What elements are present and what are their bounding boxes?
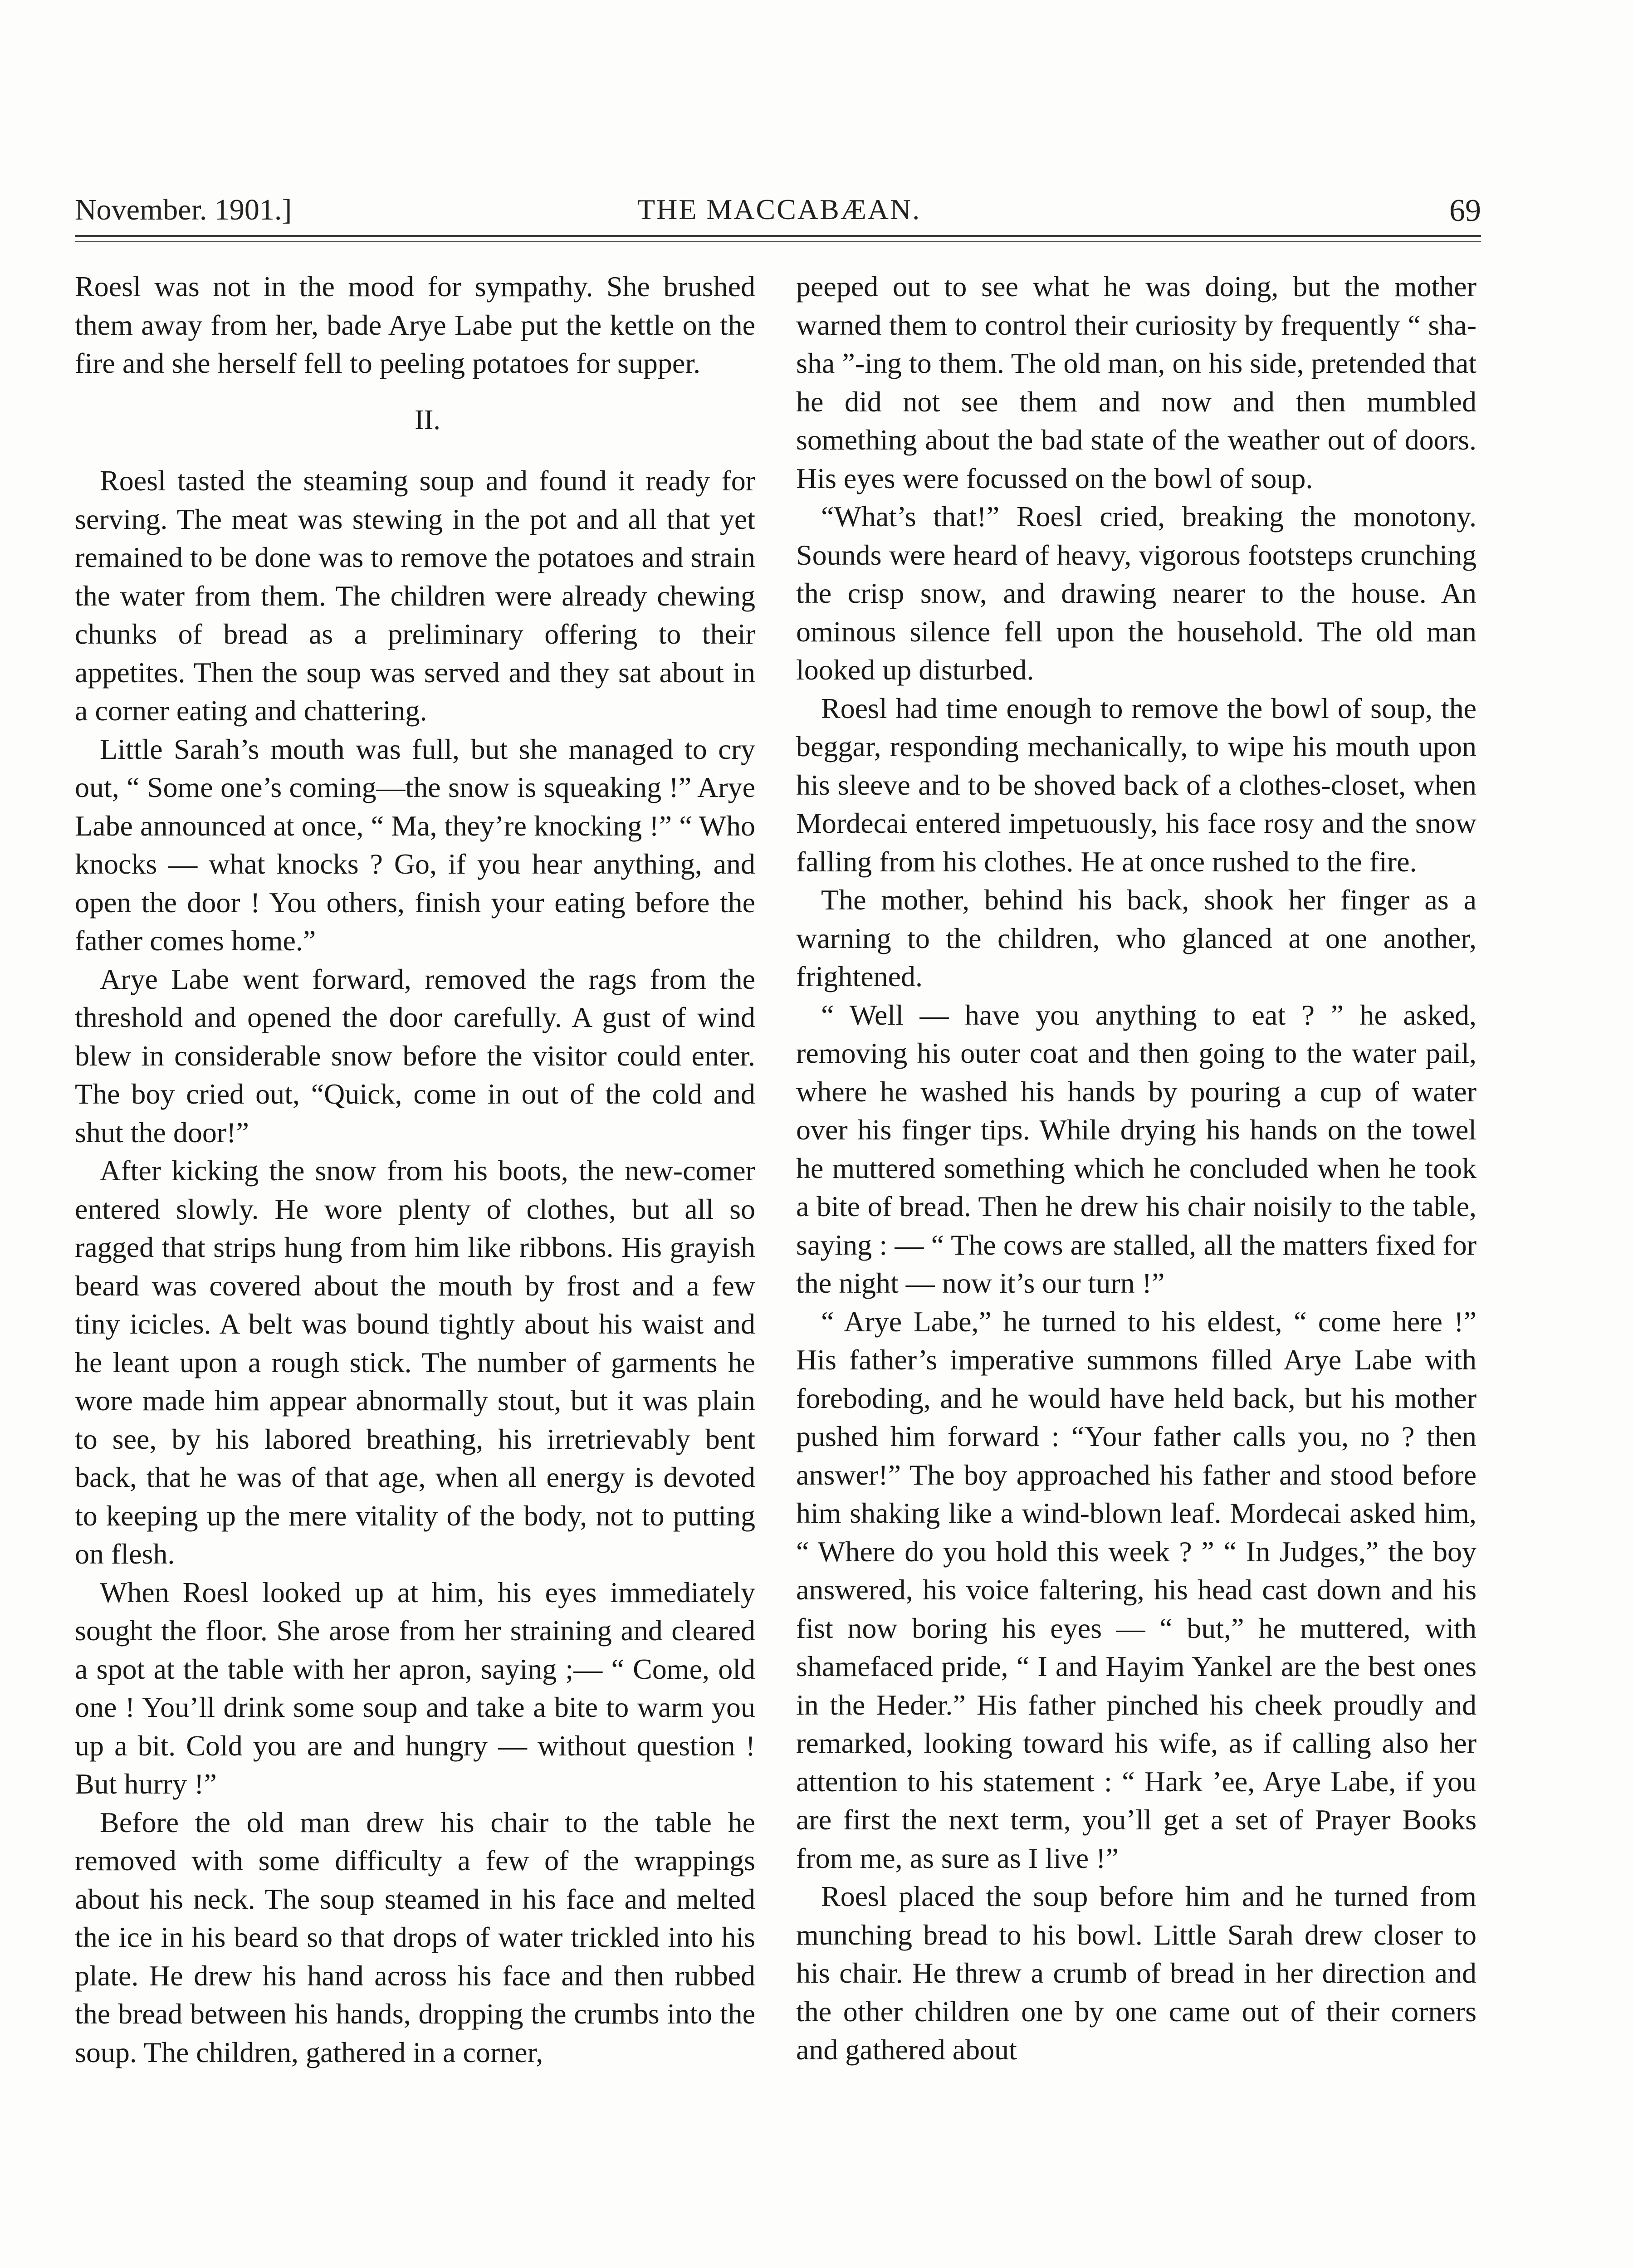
page-header	[75, 188, 1481, 234]
paragraph: The mother, behind his back, shook her finger as a warning to the children, who glanced at one another, frightened.	[796, 884, 1477, 992]
paragraph: Arye Labe went forward, removed the rags from the threshold and opened the door carefully. A gust of wind blew in considerable snow before the visitor could enter. The boy cried out, “Quick, come in out of the cold and shut the door!”	[75, 963, 755, 1149]
page-number: 69	[1449, 193, 1481, 228]
paragraph: When Roesl looked up at him, his eyes immediately sought the floor. She arose from her straining and cleared a spot at the table with her apron, saying ;— “ Come, old one ! You’ll drink some soup and take a bite to warm you up a bit. Cold you are and hungry — without question ! But hurry !”	[75, 1576, 755, 1800]
paragraph: peeped out to see what he was doing, but the mother warned them to control their curiosity by frequently “ sha-sha ”-ing to them. The old man, on his side, pretended that he did not see them and now and then mumbled something about the bad state of the weather out of doors. His eyes were focussed on the bowl of soup.	[796, 270, 1477, 494]
header-rule	[75, 235, 1481, 242]
paragraph: “What’s that!” Roesl cried, breaking the monotony. Sounds were heard of heavy, vigorous footsteps crunching the crisp snow, and drawing nearer to the house. An ominous silence fell upon the household. The old man looked up disturbed.	[796, 500, 1477, 686]
paragraph: Roesl tasted the steaming soup and found it ready for serving. The meat was stewing in the pot and all that yet remained to be done was to remove the potatoes and strain the water from them. The children were already chewing chunks of bread as a preliminary offering to their appetites. Then the soup was served and they sat about in a corner eating and chattering.	[75, 464, 755, 727]
paragraph: Roesl was not in the mood for sympathy. She brushed them away from her, bade Arye Labe put the kettle on the fire and she herself fell to peeling potatoes for supper.	[75, 270, 755, 379]
paragraph: Before the old man drew his chair to the table he removed with some difficulty a few of the wrappings about his neck. The soup steamed in his face and melted the ice in his beard so that drops of water trickled into his plate. He drew his hand across his face and then rubbed the bread between his hands, dropping the crumbs into the soup. The children, gathered in a corner,	[75, 1806, 755, 2068]
paragraph: After kicking the snow from his boots, the new-comer entered slowly. He wore plenty of clothes, but all so ragged that strips hung from him like ribbons. His grayish beard was covered about the mouth by frost and a few tiny icicles. A belt was bound tightly about his waist and he leant upon a rough stick. The number of garments he wore made him appear abnormally stout, but it was plain to see, by his labored breathing, his irretrievably bent back, that he was of that age, when all energy is devoted to keeping up the mere vitality of the body, not to putting on flesh.	[75, 1154, 755, 1570]
issue-date: November. 1901.]	[75, 193, 292, 226]
section-heading: II.	[415, 404, 440, 435]
left-column	[75, 268, 755, 2072]
paragraph: Roesl placed the soup before him and he turned from munching bread to his bowl. Little Sarah drew closer to his chair. He threw a crumb of bread in her direction and the other children one by one came out of their corners and gathered about	[796, 1880, 1477, 2066]
journal-title: THE MACCABÆAN.	[637, 193, 921, 225]
paragraph: “ Arye Labe,” he turned to his eldest, “ come here !” His father’s imperative summons filled Arye Labe with foreboding, and he would have held back, but his mother pushed him forward : “Your father calls you, no ? then answer!” The boy approached his father and stood before him shaking like a wind-blown leaf. Mordecai asked him, “ Where do you hold this week ? ” “ In Judges,” the boy answered, his voice faltering, his head cast down and his fist now boring his eyes — “ but,” he muttered, with shamefaced pride, “ I and Hayim Yankel are the best ones in the Heder.” His father pinched his cheek proudly and remarked, looking toward his wife, as if calling also her attention to his statement : “ Hark ’ee, Arye Labe, if you are first the next term, you’ll get a set of Prayer Books from me, as sure as I live !”	[796, 1305, 1477, 1874]
paragraph: “ Well — have you anything to eat ? ” he asked, removing his outer coat and then going to the water pail, where he washed his hands by pouring a cup of water over his finger tips. While drying his hands on the towel he muttered something which he concluded when he took a bite of bread. Then he drew his chair noisily to the table, saying : — “ The cows are stalled, all the matters fixed for the night — now it’s our turn !”	[796, 998, 1477, 1299]
right-column	[796, 268, 1477, 2069]
paragraph: Roesl had time enough to remove the bowl of soup, the beggar, responding mechanically, to wipe his mouth upon his sleeve and to be shoved back of a clothes-closet, when Mordecai entered impetuously, his face rosy and the snow falling from his clothes. He at once rushed to the fire.	[796, 692, 1477, 878]
paragraph: Little Sarah’s mouth was full, but she managed to cry out, “ Some one’s coming—the snow is squeaking !” Arye Labe announced at once, “ Ma, they’re knocking !” “ Who knocks — what knocks ? Go, if you hear anything, and open the door ! You others, finish your eating before the father comes home.”	[75, 733, 755, 957]
